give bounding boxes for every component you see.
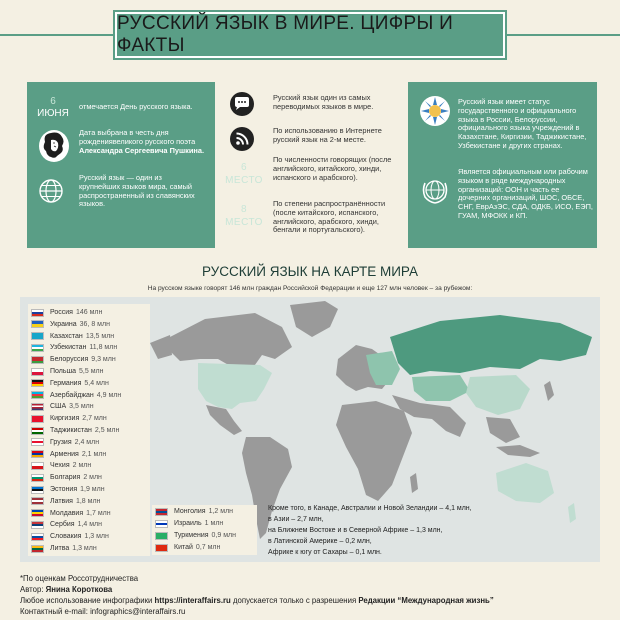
- title-banner: [0, 12, 620, 58]
- country-row: [155, 530, 236, 541]
- country-row: [31, 508, 111, 519]
- country-name: Польша: [50, 368, 77, 375]
- usage-link[interactable]: https://interaffairs.ru: [154, 596, 231, 605]
- country-name: Эстония: [50, 486, 78, 493]
- footnote: *По оценкам Россотрудничества: [20, 574, 139, 583]
- country-name: Германия: [50, 379, 82, 387]
- speaker-count: 1,4 млн: [77, 521, 103, 529]
- flag-icon: [31, 403, 44, 411]
- country-name: Израиль: [174, 520, 202, 527]
- rss-icon: [230, 127, 254, 151]
- country-name: Узбекистан: [50, 344, 87, 352]
- country-list: [28, 304, 150, 556]
- country-name: Словакия: [50, 533, 82, 541]
- flag-icon: [155, 532, 168, 540]
- speaker-count: 1 млн: [204, 520, 224, 527]
- flag-icon: [31, 486, 44, 494]
- country-list-secondary: [152, 505, 257, 555]
- speaker-count: 146 млн: [75, 309, 103, 316]
- country-name: Казахстан: [50, 332, 83, 340]
- flag-icon: [31, 309, 44, 317]
- rank6-word: МЕСТО: [225, 175, 263, 186]
- abroad-summary: [268, 503, 518, 558]
- abroad-line: Африке к югу от Сахары – 0,1 млн.: [268, 549, 382, 556]
- speaker-count: 1,9 млн: [80, 486, 105, 493]
- flag-icon: [31, 438, 44, 446]
- flag-icon: [31, 415, 44, 423]
- country-row: [155, 542, 220, 553]
- country-name: Болгария: [50, 474, 81, 482]
- middle-panel: [218, 82, 405, 248]
- speaker-count: 2,5 млн: [94, 427, 120, 434]
- country-row: [31, 472, 102, 483]
- flag-icon: [31, 462, 44, 470]
- flag-icon: [155, 508, 168, 516]
- un-emblem-icon: [420, 175, 450, 205]
- country-name: Белоруссия: [50, 356, 89, 364]
- speaker-count: 2,4 млн: [74, 438, 100, 446]
- country-name: Литва: [50, 545, 70, 552]
- flag-icon: [31, 344, 44, 352]
- globe-icon: [38, 178, 64, 204]
- flag-icon: [31, 509, 44, 517]
- country-row: [31, 354, 116, 365]
- org-text: Является официальным или рабочим языком в ряде международных организаций: ООН и часть ее дочерних организаций, ШОС, ОБСЕ, СНГ, ЕврАзЭС, СДА, ОДКБ, ИСО, ЕЭП, ГУАМ, МФОКК и КП.: [458, 167, 593, 220]
- official-text: Русский язык имеет статус государственного и официального языка в России, Белоруссии, официального языка учреждений в Казахстане, Киргизии, Таджикистане, Узбекистане и других странах.: [458, 97, 587, 150]
- country-name: Киргизия: [50, 415, 80, 423]
- speaker-count: 2 млн: [72, 462, 92, 470]
- right-panel: [408, 82, 597, 248]
- country-name: Армения: [50, 450, 79, 458]
- rank6-text: По численности говорящих (после английского, китайского, хинди, испанского и арабского).: [273, 155, 392, 182]
- country-row: [31, 378, 109, 389]
- speaker-count: 2,7 млн: [82, 415, 107, 423]
- flag-icon: [31, 521, 44, 529]
- page-title: РУССКИЙ ЯЗЫК В МИРЕ. ЦИФРЫ И ФАКТЫ: [115, 12, 505, 58]
- speaker-count: 0,7 млн: [195, 544, 221, 551]
- map-subtitle: На русском языке говорят 146 млн граждан Российской Федерации и еще 127 млн человек – за рубежом:: [147, 285, 473, 292]
- speaker-count: 1,7 млн: [86, 509, 111, 517]
- speaker-count: 1,3 млн: [84, 533, 109, 541]
- poet-name: Александра Сергеевича Пушкина.: [79, 145, 205, 155]
- speaker-count: 1,3 млн: [72, 545, 97, 552]
- flag-icon: [31, 474, 44, 482]
- flag-icon: [31, 320, 44, 328]
- country-name: Сербия: [50, 521, 75, 529]
- map-title: РУССКИЙ ЯЗЫК НА КАРТЕ МИРА: [201, 264, 419, 279]
- country-name: Россия: [50, 309, 73, 316]
- chat-bubble-icon: [230, 92, 254, 116]
- usage-mid: допускается только с разрешения: [232, 596, 357, 605]
- flag-icon: [31, 379, 44, 387]
- rank8-number: 8: [240, 204, 248, 215]
- contact-line[interactable]: Контактный e-mail: infographics@interaffairs.ru: [20, 607, 186, 616]
- country-row: [31, 437, 99, 448]
- internet-text: По использованию в Интернете русский язык на 2-м месте.: [273, 126, 382, 144]
- country-row: [31, 531, 109, 542]
- chosen-text: [79, 129, 211, 155]
- country-row: [31, 543, 97, 554]
- country-name: США: [50, 403, 67, 411]
- country-name: Китай: [174, 544, 193, 551]
- rank8-word: МЕСТО: [225, 217, 263, 228]
- speaker-count: 13,5 млн: [85, 332, 115, 340]
- speaker-count: 2,1 млн: [81, 450, 107, 458]
- country-row: [31, 366, 103, 377]
- chosen-sentence: Дата выбрана в честь дня рождениявеликого русского поэта: [79, 128, 196, 146]
- rank8-text: По степени распространённости (после китайского, испанского, английского, арабского, хинди, бенгали и португальского).: [273, 199, 386, 235]
- country-row: [31, 484, 105, 495]
- author-name: Янина Короткова: [45, 585, 113, 594]
- country-name: Азербайджан: [50, 391, 94, 399]
- speaker-count: 1,2 млн: [208, 508, 234, 515]
- speaker-count: 0,9 млн: [211, 532, 236, 539]
- country-row: [31, 413, 107, 424]
- country-row: [155, 518, 223, 529]
- usage-prefix: Любое использование инфографики: [20, 596, 153, 605]
- country-row: [31, 496, 100, 507]
- flag-icon: [31, 545, 44, 553]
- country-name: Монголия: [174, 508, 206, 515]
- speaker-count: 5,4 млн: [84, 379, 109, 387]
- country-row: [31, 401, 94, 412]
- speaker-count: 9,3 млн: [91, 356, 116, 364]
- flag-icon: [155, 520, 168, 528]
- left-panel: [27, 82, 215, 248]
- date-number: 6: [50, 96, 56, 107]
- usage-line: [20, 596, 494, 605]
- author-line: [20, 585, 112, 594]
- country-row: [31, 390, 121, 401]
- country-name: Грузия: [50, 438, 72, 446]
- abroad-line: в Латинской Америке – 0,2 млн,: [268, 538, 372, 545]
- abroad-line: Кроме того, в Канаде, Австралии и Новой Зеландии – 4,1 млн,: [268, 505, 472, 512]
- usage-org: Редакции “Международная жизнь”: [358, 596, 494, 605]
- title-rule-left: [0, 34, 115, 36]
- language-text: Русский язык — один из крупнейших языков мира, самый распространенный из славянских языков.: [79, 173, 195, 209]
- country-row: [31, 460, 91, 471]
- day-text: отмечается День русского языка.: [79, 102, 193, 111]
- flag-icon: [155, 544, 168, 552]
- flag-icon: [31, 427, 44, 435]
- speaker-count: 3,5 млн: [69, 403, 94, 411]
- country-row: [31, 307, 102, 318]
- author-label: Автор:: [20, 585, 44, 594]
- abroad-line: в Азии – 2,7 млн,: [268, 516, 324, 523]
- flag-icon: [31, 497, 44, 505]
- country-name: Молдавия: [50, 509, 84, 517]
- country-row: [31, 519, 102, 530]
- cis-emblem-icon: [418, 94, 452, 128]
- flag-icon: [31, 332, 44, 340]
- country-row: [31, 319, 110, 330]
- country-row: [31, 342, 117, 353]
- country-name: Чехия: [50, 462, 70, 470]
- translated-text: Русский язык один из самых переводимых языков в мире.: [273, 93, 374, 111]
- country-name: Латвия: [50, 497, 73, 505]
- date-month: ИЮНЯ: [37, 108, 69, 119]
- country-name: Туркмения: [174, 532, 209, 539]
- country-row: [155, 506, 233, 517]
- rank6-number: 6: [240, 162, 248, 173]
- flag-icon: [31, 356, 44, 364]
- speaker-count: 1,8 млн: [75, 497, 101, 505]
- speaker-count: 5,5 млн: [79, 368, 104, 375]
- speaker-count: 2 млн: [83, 474, 102, 482]
- country-name: Таджикистан: [50, 427, 92, 434]
- country-row: [31, 425, 119, 436]
- speaker-count: 4,9 млн: [96, 391, 122, 399]
- pushkin-portrait-icon: [37, 128, 71, 164]
- flag-icon: [31, 533, 44, 541]
- abroad-line: на Ближнем Востоке и в Северной Африке – 1,3 млн,: [268, 527, 443, 534]
- speaker-count: 11,8 млн: [89, 344, 118, 352]
- speaker-count: 36, 8 млн: [79, 320, 110, 328]
- title-rule-right: [505, 34, 620, 36]
- flag-icon: [31, 368, 44, 376]
- country-name: Украина: [50, 320, 77, 328]
- country-row: [31, 449, 106, 460]
- flag-icon: [31, 391, 44, 399]
- country-row: [31, 331, 114, 342]
- flag-icon: [31, 450, 44, 458]
